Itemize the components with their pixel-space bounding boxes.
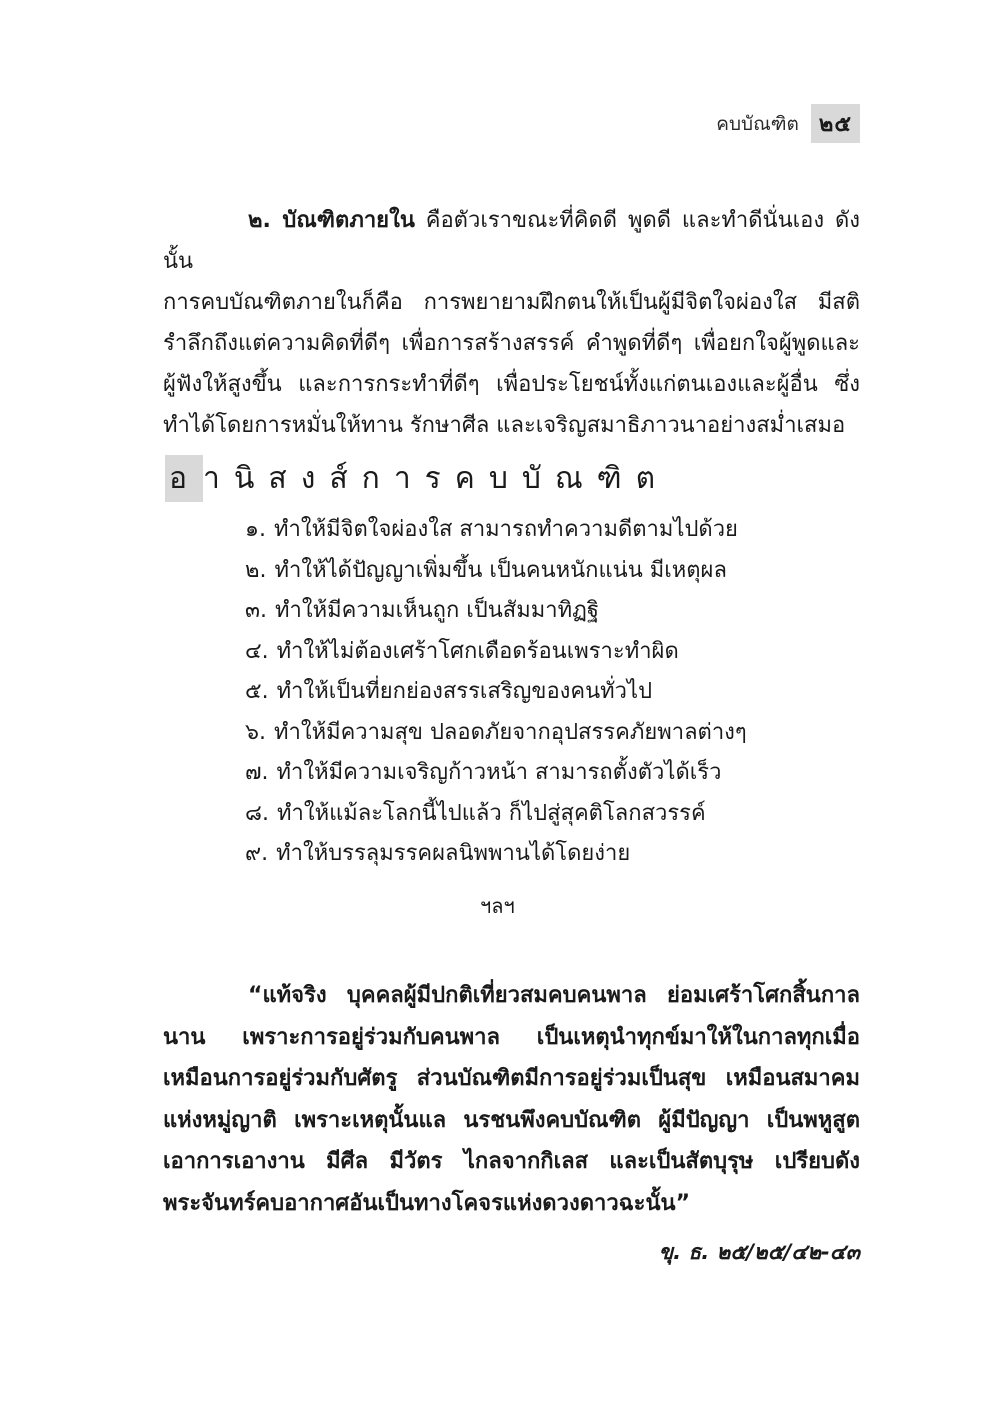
item-text: ทำให้มีจิตใจผ่องใส สามารถทำความดีตามไปด้วย xyxy=(273,517,738,542)
item-text: ทำให้มีความเห็นถูก เป็นสัมมาทิฏฐิ xyxy=(275,598,599,623)
item-number: ๕. xyxy=(245,679,269,704)
quote-line: พระจันทร์คบอากาศอันเป็นทางโคจรแห่งดวงดาวฉะนั้น” xyxy=(163,1190,691,1216)
paragraph-line xyxy=(163,200,860,282)
running-title: คบบัณฑิต xyxy=(716,112,799,135)
paragraph-line: รำลึกถึงแต่ความคิดที่ดีๆ เพื่อการสร้างสรรค์ คำพูดที่ดีๆ เพื่อยกใจผู้พูดและ xyxy=(163,331,860,356)
scripture-quote xyxy=(163,975,860,1224)
page-header xyxy=(716,104,860,143)
list-item xyxy=(245,672,747,713)
quote-line: เหมือนการอยู่ร่วมกับศัตรู ส่วนบัณฑิตมีการอยู่ร่วมเป็นสุข เหมือนสมาคม xyxy=(163,1066,860,1091)
list-item xyxy=(245,794,747,835)
list-item xyxy=(245,551,747,592)
quote-line: “แท้จริง บุคคลผู้มีปกติเที่ยวสมคบคนพาล ย่อมเศร้าโศกสิ้นกาล xyxy=(248,983,860,1008)
quote-line: เอาการเอางาน มีศีล มีวัตร ไกลจากกิเลส และเป็นสัตบุรุษ เปรียบดัง xyxy=(163,1149,860,1174)
item-number: ๔. xyxy=(245,638,269,664)
list-item xyxy=(245,591,747,632)
list-item xyxy=(245,713,747,754)
item-text: ทำให้มีความเจริญก้าวหน้า สามารถตั้งตัวได้เร็ว xyxy=(276,760,722,785)
list-item xyxy=(245,510,747,551)
item-number: ๓. xyxy=(245,598,268,623)
section-heading xyxy=(165,455,669,502)
item-number: ๘. xyxy=(245,800,269,826)
quote-line: แห่งหมู่ญาติ เพราะเหตุนั้นแล นรชนพึงคบบัณฑิต ผู้มีปัญญา เป็นพหูสูต xyxy=(163,1107,860,1133)
quote-line: นาน เพราะการอยู่ร่วมกับคนพาล เป็นเหตุนำทุกข์มาให้ในกาลทุกเมื่อ xyxy=(163,1024,860,1050)
list-item xyxy=(245,753,747,794)
item-text: ทำให้ได้ปัญญาเพิ่มขึ้น เป็นคนหนักแน่น มีเหตุผล xyxy=(274,557,727,583)
item-number: ๗. xyxy=(245,760,269,785)
item-number: ๑. xyxy=(245,517,266,542)
page-number: ๒๕ xyxy=(811,104,860,143)
paragraph-text: คือตัวเราขณะที่คิดดี พูดดี และทำดีนั่นเอง ดังนั้น xyxy=(163,208,860,274)
item-text: ทำให้เป็นที่ยกย่องสรรเสริญของคนทั่วไป xyxy=(276,679,653,704)
item-text: ทำให้บรรลุมรรคผลนิพพานได้โดยง่าย xyxy=(276,841,631,866)
paragraph-line: การคบบัณฑิตภายในก็คือ การพยายามฝึกตนให้เป็นผู้มีจิตใจผ่องใส มีสติ xyxy=(163,290,860,315)
item-text: ทำให้ไม่ต้องเศร้าโศกเดือดร้อนเพราะทำผิด xyxy=(276,638,679,664)
citation-reference: ขุ. ธ. ๒๕/๒๕/๔๒-๔๓ xyxy=(658,1240,860,1264)
item-number: ๙. xyxy=(245,841,269,866)
item-number: ๒. xyxy=(245,557,267,583)
ellipsis-mark: ฯลฯ xyxy=(480,894,515,918)
item-text: ทำให้แม้ละโลกนี้ไปแล้ว ก็ไปสู่สุคติโลกสวรรค์ xyxy=(276,800,706,826)
item-number: ๖. xyxy=(245,719,266,745)
list-item xyxy=(245,834,747,875)
paragraph-label: ๒. บัณฑิตภายใน xyxy=(248,208,415,233)
heading-text: านิสงส์การคบบัณฑิต xyxy=(203,461,670,496)
list-item xyxy=(245,632,747,673)
benefits-list xyxy=(245,510,747,875)
paragraph-line: ทำได้โดยการหมั่นให้ทาน รักษาศีล และเจริญสมาธิภาวนาอย่างสม่ำเสมอ xyxy=(163,413,846,438)
paragraph-line: ผู้ฟังให้สูงขึ้น และการกระทำที่ดีๆ เพื่อประโยชน์ทั้งแก่ตนเองและผู้อื่น ซึ่ง xyxy=(163,372,860,397)
item-text: ทำให้มีความสุข ปลอดภัยจากอุปสรรคภัยพาลต่างๆ xyxy=(273,719,747,745)
heading-initial: อ xyxy=(165,455,203,502)
paragraph-inner-sage xyxy=(163,200,860,446)
